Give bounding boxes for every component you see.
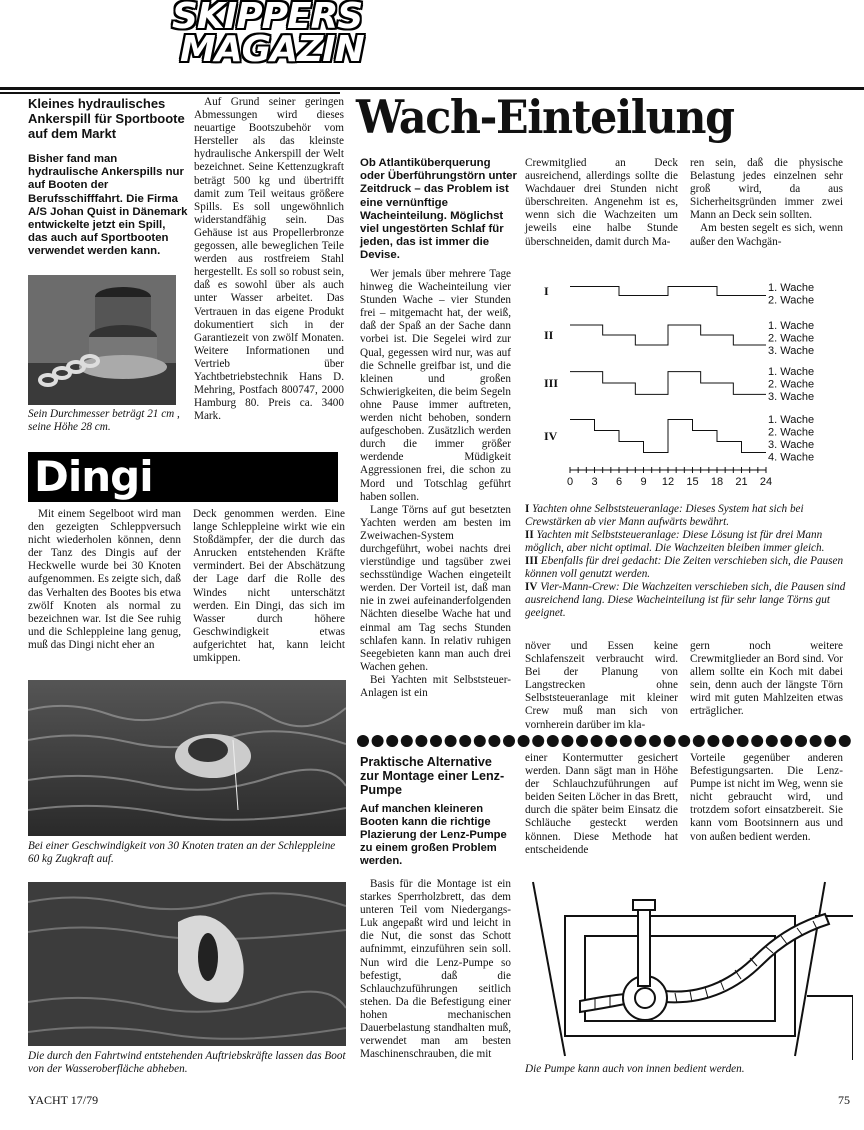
pumpe-col-3	[690, 752, 843, 844]
ankerspill-headline: Kleines hydraulisches Ankerspill für Sportboote auf dem Markt	[28, 96, 185, 141]
separator-dot	[693, 735, 705, 747]
separator-dot	[401, 735, 413, 747]
dingi-photo-2-caption: Die durch den Fahrtwind entstehenden Auftriebskräfte lassen das Boot von der Wasseroberfläche abheben.	[28, 1050, 346, 1075]
diagram-watch-label: 2. Wache	[768, 332, 815, 345]
separator-dot	[474, 735, 486, 747]
wache-col-1-p3: Bei Yachten mit Selbststeuer-Anlagen ist ein	[360, 673, 511, 699]
legend-item-ii	[525, 529, 853, 555]
separator-dot	[722, 735, 734, 747]
wache-col-2-bottom-text: növer und Essen keine Schlafenszeit verbraucht wird. Bei der Planung von Langstrecken ohne Selbststeueranlage mit kleiner Crew muß man sich von vornherein darüber im kla-	[525, 640, 678, 731]
masthead-line-1: SKIPPERS	[172, 0, 363, 37]
separator-dot	[532, 735, 544, 747]
wache-col-1	[360, 268, 511, 700]
diagram-row-label: III	[544, 376, 559, 390]
separator-dot	[415, 735, 427, 747]
legend-item-iv	[525, 581, 853, 620]
pumpe-caption: Die Pumpe kann auch von innen bedient werden.	[525, 1063, 745, 1075]
pumpe-col-1-text: Basis für die Montage ist ein starkes Sperrholzbrett, das dem unteren Teil vom Niedergangs-Luk angepaßt wird und leicht in die Nut, die sonst das Schott aufnimmt, einzuführen sein soll. Nun wird die Lenz-Pumpe so befestigt, daß die Schlauchzuführungen seitlich stehen. Da die Befestigung einer hohen mechanischen Dauerbelastung standhalten muß, verwendet man am besten Maschinenschrauben, die mit	[360, 878, 511, 1061]
legend-num: IV	[525, 581, 538, 593]
separator-dot	[664, 735, 676, 747]
diagram-watch-label: 1. Wache	[768, 282, 815, 294]
dingi-title-banner	[28, 452, 338, 502]
diagram-axis-label: 3	[591, 476, 598, 488]
diagram-watch-line	[570, 287, 766, 296]
legend-num: III	[525, 555, 539, 567]
separator-dot	[620, 735, 632, 747]
separator-dot	[445, 735, 457, 747]
diagram-axis-label: 0	[566, 476, 574, 488]
dingi-photo-1-caption: Bei einer Geschwindigkeit von 30 Knoten traten an der Schleppleine 60 kg Zugkraft auf.	[28, 840, 336, 865]
wache-col-1-p2: Lange Törns auf gut besetzten Yachten werden am besten im Zweiwachen-System durchgeführt, wobei nachts drei vierstündige und tagsüber zwei sechsstündige Wachen eingeteilt werden. Der Vorteil ist, daß man nie in zwei aufeinanderfolgenden Nächten dieselbe Wache hat und einmal am Tag sechs Stunden schlafen kann. In relativ ruhigen Seegebieten kann man auch drei Wachen gehen.	[360, 503, 511, 673]
wache-col-3-top	[690, 157, 843, 249]
pumpe-col-2	[525, 752, 678, 857]
dingi-photo-2	[28, 882, 346, 1046]
separator-dot	[386, 735, 398, 747]
separator-dot	[634, 735, 646, 747]
diagram-watch-label: 3. Wache	[768, 439, 815, 451]
ankerspill-lede: Bisher fand man hydraulische Ankerspills nur auf Booten der Berufsschifffahrt. Die Firma A/S Johan Quist in Dänemark entwickelte jetzt ein Spill, das auch auf Sportbooten verwendet werden kann.	[28, 153, 188, 258]
separator-dot	[372, 735, 384, 747]
dingi-photo-2-illustration	[28, 882, 346, 1046]
legend-text: Vier-Mann-Crew: Die Wachzeiten verschieben sich, die Pausen sind ausreichend lang. Diese Wacheinteilung ist für sehr lange Törns gut geeignet.	[525, 581, 846, 619]
separator-dot	[547, 735, 559, 747]
wache-col-3-bottom-text: gern noch weitere Crewmitglieder an Bord sind. Vor allem sollte ein Koch mit dabei sein, denn auch der längste Törn wird mit guten Mahlzeiten etwas erträglicher.	[690, 640, 843, 718]
separator-dot	[751, 735, 763, 747]
dingi-col-1-text: Mit einem Segelboot wird man den gezeigten Schleppversuch nicht wiederholen können, denn der Tanz des Dingis auf der Heckwelle wurde bei 30 Knoten aufgenommen. Es zeigte sich, daß das Verhalten des Bootes bis etwa zwölf Knoten als normal zu bezeichnen war. Ist die See ruhig und die Schleppleine lang genug, muß das Dingi nicht eher an	[28, 508, 181, 651]
wache-lede: Ob Atlantiküberquerung oder Überführungstörn unter Zeitdruck – das Problem ist eine vernünftige Wacheinteilung. Möglichst viel ungestörten Schlaf für jeden, das ist immer die Devise.	[360, 157, 517, 262]
legend-num: I	[525, 503, 530, 515]
separator-dot	[576, 735, 588, 747]
diagram-watch-label: 3. Wache	[768, 391, 815, 403]
separator-dot	[678, 735, 690, 747]
diagram-axis-label: 24	[759, 476, 773, 488]
dingi-col-2-text: Deck genommen werden. Eine lange Schleppleine wirkt wie ein Stoßdämpfer, der die durch das Anrucken entstehenden Kräfte vermindert. Bei der Abschätzung der Lage darf die Rolle des Windes nicht unterschätzt werden. Ein Dingi, das sich im Wasser durch höhere Geschwindigkeit etwas aufgerichtet hat, kann leicht umkippen.	[193, 508, 345, 665]
pumpe-illustration	[525, 876, 853, 1060]
dingi-title: Dingi	[34, 452, 153, 501]
diagram-axis-label: 15	[686, 476, 699, 488]
wache-col-3-bottom	[690, 640, 843, 719]
ankerspill-illustration	[28, 275, 176, 405]
legend-num: II	[525, 529, 534, 541]
legend-text: Yachten ohne Selbststeueranlage: Dieses System hat sich bei Crewstärken ab vier Mann aufwärts bewährt.	[525, 503, 804, 528]
separator-dot	[737, 735, 749, 747]
separator-dot	[780, 735, 792, 747]
diagram-watch-line	[570, 372, 766, 395]
ankerspill-photo	[28, 275, 176, 405]
diagram-watch-label: 2. Wache	[768, 294, 815, 307]
separator-dot	[430, 735, 442, 747]
wache-col-2-top-text: Crewmitglied an Deck ausreichend, allerdings sollte die Wachdauer drei Stunden nicht überschreiten. Angenehm ist es, wenn sich die Wachzeiten um jeweils eine halbe Stunde überschneiden, damit durch Ma-	[525, 157, 678, 248]
pumpe-col-2-text: einer Kontermutter gesichert werden. Dann sägt man in Höhe der Schlauchzuführungen auf beiden Seiten Löcher in das Brett, durch die später beim Einsatz die Schläuche gesteckt werden können. Diese Methode hat entscheidende	[525, 752, 678, 856]
legend-text: Yachten mit Selbststeueranlage: Diese Lösung ist für drei Mann möglich, aber nicht optimal. Die Wachzeiten bleiben immer gleich.	[525, 529, 825, 554]
wache-title: Wach-Einteilung	[356, 90, 734, 144]
legend-item-i	[525, 503, 853, 529]
diagram-axis-label: 9	[640, 476, 647, 488]
legend-text: Ebenfalls für drei gedacht: Die Zeiten verschieben sich, die Pausen können voll genutzt werden.	[525, 555, 844, 580]
dingi-col-1	[28, 508, 181, 652]
diagram-watch-label: 1. Wache	[768, 366, 815, 378]
top-rule-thin	[0, 92, 340, 94]
diagram-axis-label: 18	[710, 476, 724, 488]
separator-dot	[795, 735, 807, 747]
separator-dot	[488, 735, 500, 747]
separator-dot	[707, 735, 719, 747]
dingi-col-2	[193, 508, 345, 665]
wache-col-1-p1: Wer jemals über mehrere Tage hinweg die Wacheinteilung vier Stunden Wache – vier Stunden frei – mitgemacht hat, der weiß, daß der Spaß an der Sache dann vorbei ist. Die Segelei wird zur Qual, gegessen wird nur, was auf die Schnelle greifbar ist, und die kleinen und großen Schwierigkeiten, die beim Segeln ohne Pause immer auftreten, werden nicht behoben, sondern aufgeschoben. Zusätzlich werden durch die immer größer werdende Müdigkeit Aggressionen frei, die schon zu Mord und Totschlag geführt haben sollen.	[360, 268, 511, 503]
diagram-watch-label: 1. Wache	[768, 320, 815, 332]
separator-dot	[605, 735, 617, 747]
diagram-row-label: IV	[544, 429, 558, 443]
dot-separator	[356, 734, 856, 748]
diagram-watch-label: 1. Wache	[768, 414, 815, 426]
ankerspill-body	[194, 96, 344, 423]
pumpe-lede: Auf manchen kleineren Booten kann die richtige Plazierung der Lenz-Pumpe zu einem großen Problem werden.	[360, 803, 507, 867]
separator-dot	[591, 735, 603, 747]
wache-col-3-top-p1: ren sein, daß die physische Belastung jedes einzelnen sehr groß wird, da aus Sicherheitsgründen immer zwei Mann an Deck sein sollten.	[690, 157, 843, 222]
footer-page-number: 75	[838, 1093, 850, 1107]
diagram-row-label: I	[544, 284, 549, 298]
separator-dot	[561, 735, 573, 747]
separator-dot	[766, 735, 778, 747]
pumpe-col-1	[360, 878, 511, 1061]
separator-dot	[518, 735, 530, 747]
diagram-axis-label: 6	[615, 476, 623, 488]
legend-item-iii	[525, 555, 853, 581]
diagram-watch-label: 2. Wache	[768, 378, 815, 391]
masthead-logo	[172, 0, 368, 72]
diagram-watch-label: 3. Wache	[768, 345, 815, 357]
separator-dot	[649, 735, 661, 747]
separator-dot	[810, 735, 822, 747]
wache-col-2-top	[525, 157, 678, 249]
wache-col-3-top-p2: Am besten segelt es sich, wenn außer den Wachgän-	[690, 222, 843, 248]
diagram-row-label: II	[544, 328, 554, 342]
ankerspill-body-text: Auf Grund seiner geringen Abmessungen wird dieses neuartige Bootszubehör vom Hersteller als das kleinste hydraulische Ankerspill der Welt bezeichnet. Seine Kettenzugkraft beträgt 500 kg und übertrifft damit zum Teil weitaus größere Spills. Es soll ungewöhnlich widerstandfähig sein. Das Gehäuse ist aus Propellerbronze gegossen, alle beweglichen Teile werden aus rostfreiem Stahl hergestellt. Es soll so robust sein, daß es sowohl über als auch unter Wasser arbeitet. Das Vertrauen in das eigene Produkt dokumentiert sich in der Garantiezeit von zwölf Monaten. Weitere Informationen und Vertrieb über Yachtbetriebstechnik Hans D. Mehring, Postfach 800747, 2000 Hamburg 80. Preis ca. 3400 Mark.	[194, 96, 344, 423]
masthead-line-2: MAGAZIN	[180, 29, 364, 70]
diagram-axis-label: 12	[661, 476, 675, 488]
diagram-watch-label: 4. Wache	[768, 451, 815, 464]
watch-schedule-diagram	[530, 270, 830, 492]
separator-dot	[459, 735, 471, 747]
separator-dot	[824, 735, 836, 747]
dingi-photo-1-illustration	[28, 680, 346, 836]
pumpe-col-3-text: Vorteile gegenüber anderen Befestigungsarten. Die Lenz-Pumpe ist nicht im Weg, wenn sie nicht gebraucht wird, und trotzdem sofort einsatzbereit. Sie kann vom Bootsinnern aus und von außen bedient werden.	[690, 752, 843, 843]
dingi-photo-1	[28, 680, 346, 836]
separator-dot	[357, 735, 369, 747]
diagram-watch-label: 2. Wache	[768, 426, 815, 439]
watch-diagram-legend	[525, 503, 853, 620]
diagram-axis-label: 21	[735, 476, 748, 488]
ankerspill-photo-caption: Sein Durchmesser beträgt 21 cm , seine Höhe 28 cm.	[28, 408, 180, 433]
separator-dot	[503, 735, 515, 747]
separator-dot	[839, 735, 851, 747]
pumpe-headline: Praktische Alternative zur Montage einer Lenz-Pumpe	[360, 755, 505, 797]
diagram-watch-line	[570, 420, 766, 453]
diagram-watch-line	[570, 325, 766, 345]
wache-col-2-bottom	[525, 640, 678, 732]
footer-issue: YACHT 17/79	[28, 1093, 99, 1107]
